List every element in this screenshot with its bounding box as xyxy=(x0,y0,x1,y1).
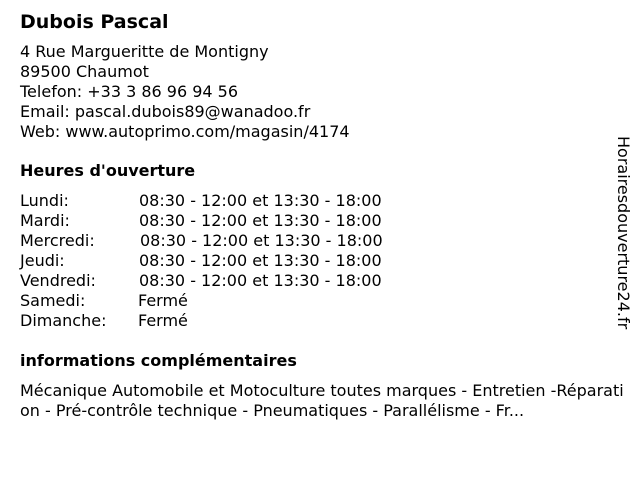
day-label: Mardi: xyxy=(20,211,70,230)
day-label: Samedi: xyxy=(20,291,86,310)
day-hours: 08:30 - 12:00 et 13:30 - 18:00 xyxy=(139,271,382,290)
day-hours: Fermé xyxy=(138,311,188,330)
day-label: Mercredi: xyxy=(20,231,95,250)
business-name: Dubois Pascal xyxy=(20,11,169,33)
hours-title: Heures d'ouverture xyxy=(20,161,196,180)
site-watermark: Horairesdouverture24.fr xyxy=(614,136,633,330)
day-hours: 08:30 - 12:00 et 13:30 - 18:00 xyxy=(139,211,382,230)
hours-row-thursday xyxy=(20,251,610,271)
hours-row-wednesday xyxy=(20,231,610,251)
day-hours: Fermé xyxy=(138,291,188,310)
hours-row-sunday xyxy=(20,311,610,331)
hours-row-friday xyxy=(20,271,610,291)
day-label: Vendredi: xyxy=(20,271,96,290)
hours-table xyxy=(20,191,610,331)
hours-row-saturday xyxy=(20,291,610,311)
address-block xyxy=(20,42,610,142)
hours-row-tuesday xyxy=(20,211,610,231)
street-address: 4 Rue Margueritte de Montigny xyxy=(20,42,269,61)
day-label: Jeudi: xyxy=(20,251,65,270)
day-label: Dimanche: xyxy=(20,311,107,330)
web-line: Web: www.autoprimo.com/magasin/4174 xyxy=(20,122,350,141)
city-postal: 89500 Chaumot xyxy=(20,62,149,81)
day-hours: 08:30 - 12:00 et 13:30 - 18:00 xyxy=(139,191,382,210)
info-description: Mécanique Automobile et Motoculture toutes marques - Entretien -Réparation - Pré-contrôle technique - Pneumatiques - Parallélisme - Fr... xyxy=(20,381,624,420)
info-title: informations complémentaires xyxy=(20,351,297,370)
phone-line: Telefon: +33 3 86 96 94 56 xyxy=(20,82,239,101)
email-line: Email: pascal.dubois89@wanadoo.fr xyxy=(20,102,311,121)
day-hours: 08:30 - 12:00 et 13:30 - 18:00 xyxy=(139,251,382,270)
hours-row-monday xyxy=(20,191,610,211)
day-label: Lundi: xyxy=(20,191,69,210)
day-hours: 08:30 - 12:00 et 13:30 - 18:00 xyxy=(140,231,383,250)
